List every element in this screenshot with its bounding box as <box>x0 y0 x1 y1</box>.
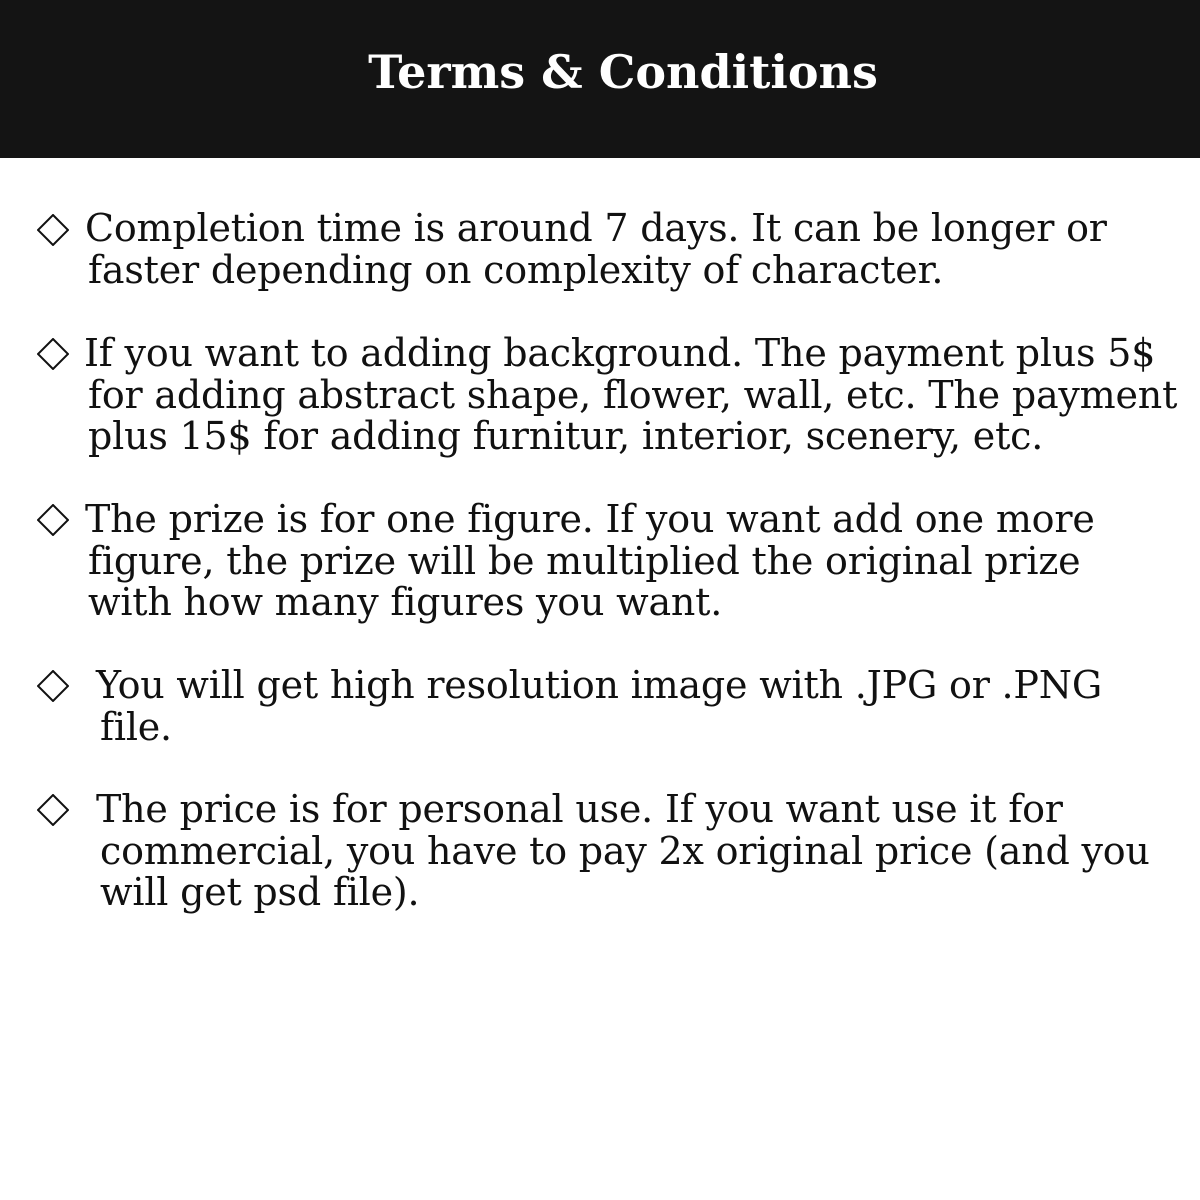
term-line: with how many figures you want. <box>88 580 723 624</box>
term-line: commercial, you have to pay 2x original price (and you <box>100 828 1150 873</box>
page-title: Terms & Conditions <box>368 45 878 99</box>
term-line: Completion time is around 7 days. It can be longer or <box>85 206 1107 250</box>
term-line: The prize is for one figure. If you want add one more <box>85 497 1095 541</box>
term-text <box>96 665 1102 748</box>
term-line: The price is for personal use. If you want use it for <box>96 787 1063 831</box>
diamond-bullet-icon <box>37 794 69 826</box>
diamond-bullet-icon <box>37 214 69 246</box>
term-line: file. <box>100 704 172 749</box>
term-text <box>84 333 1177 458</box>
term-line: faster depending on complexity of character. <box>88 247 944 292</box>
term-line: for adding abstract shape, flower, wall, etc. The payment <box>88 372 1178 417</box>
term-line: figure, the prize will be multiplied the original prize <box>88 538 1081 583</box>
term-line: You will get high resolution image with .JPG or .PNG <box>96 663 1102 707</box>
diamond-bullet-icon <box>37 504 69 536</box>
term-text <box>85 499 1095 624</box>
diamond-bullet-icon <box>37 338 69 370</box>
term-line: plus 15$ for adding furnitur, interior, scenery, etc. <box>88 414 1044 458</box>
term-text <box>85 208 1107 291</box>
term-text <box>96 789 1150 914</box>
diamond-bullet-icon <box>37 670 69 702</box>
term-line: will get psd file). <box>100 870 420 914</box>
term-line: If you want to adding background. The payment plus 5$ <box>84 331 1156 375</box>
